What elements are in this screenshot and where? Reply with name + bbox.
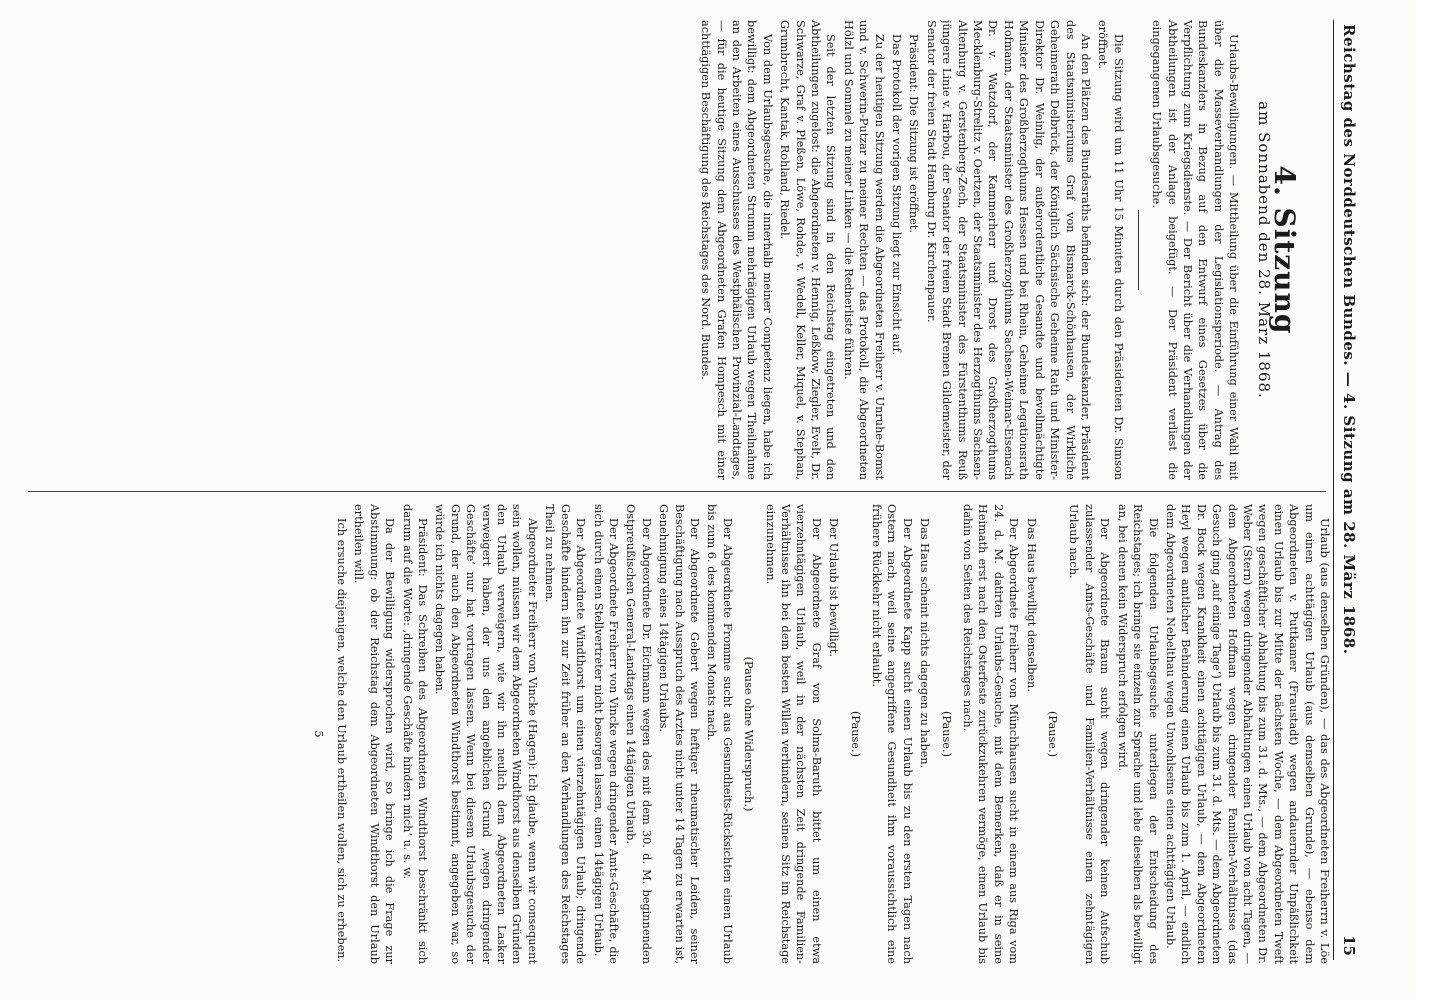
vincke-speech: Abgeordneter Freiherr von Vincke (Hagen): Ich glaube, wenn wir consequent sein wollen, müssen wir dem Abgeordneten Windthorst aus denselben Gründen den Urlaub verweigern, wie wir ihn neulich dem Abgeordneten Lasker verweigert haben, der uns den angeblichen Grund ‚wegen dringender Geschäfte‘ nur hat vortragen lassen. Wenn bei diesem Urlaubsgesuche der Grund, der auch den Abgeordneten Windthorst bestimmt, angegeben war, so würde ich nichts dagegen haben.: [433, 504, 539, 964]
page-number: 15: [1340, 935, 1358, 956]
protocol-paragraph: Das Protokoll der vorigen Sitzung liegt zur Einsicht auf.: [890, 34, 904, 356]
attendance-paragraph: An den Plätzen des Bundesraths befinden sich: der Bundeskanzler, Präsident des Staatsministeriums Graf von Bismarck-Schönhausen, der Wirkliche Geheimerath Delbrück, der Königlich Sächsische Geheime Rath und Minister-Direktor Dr. Weinlig, der außerordentliche Gesandte und bevollmächtigte Minister des Großherzogthums Hessen und bei Rhein, Geheime Legationsrath Hofmann, der Staatsminister des Großherzogthums Sachsen-Weimar-Eisenach Dr. v. Watzdorf, der Kammerherr und Drost des Großherzogthums Mecklenburg-Strelitz v. Oertzen, der Staatsminister des Herzogthums Sachsen-Altenburg v. Gerstenberg-Zech, der Staatsminister des Fürstenthums Reuß jüngere Linie v. Harbou, der Senator der freien Stadt Bremen Gildemeister, der Senator der freien Stadt Hamburg Dr. Kirchenpauer.: [924, 20, 1092, 480]
approval-note: Das Haus bewilligt denselben.: [1024, 518, 1038, 692]
session-title: 4. Sitzung: [1268, 165, 1301, 335]
session-date: am Sonnabend den 28. März 1868.: [1254, 101, 1273, 399]
separator-rule: [1138, 210, 1139, 290]
solms-request: Der Abgeordnete Graf von Solms-Baruth bittet um einen etwa vierzehntägigen Urlaub, weil in der nächsten Zeit dringende Familien-Verhältnisse ihn bei dem besten Willen verhindern, seinen Sitz im Reichstage einzunehmen.: [763, 504, 823, 964]
gebert-request: Der Abgeordnete Gebert wegen heftiger rheumatischer Leiden, seiner Beschäftigung nach Ausspruch des Arztes nicht unter 14 Tagen zu erwarten ist, Genehmigung eines 14tägigen Urlaubs.: [657, 504, 701, 964]
braun-request: Der Abgeordnete Braun sucht wegen dringender keinen Aufschub zulassender Amts-Geschäfte und Familien-Verhältnisse einen zehntägigen Urlaub nach.: [1067, 504, 1112, 964]
agenda-summary: Urlaubs-Bewilligungen. — Mittheilung über die Einführung einer Wahl mit über die Masseverhandlungen der Legislationsperiode. — Antrag des Bundeskanzlers in Bezug auf den Entwurf eines Gesetzes über die Verpflichtung zum Kriegsdienste. — Der Bericht über die Verhandlungen der Abtheilungen ist der Anlage beigefügt. — Der Präsident verliest die eingegangenen Urlaubsgesuche.: [1150, 20, 1241, 480]
leave-paragraph: Von dem Urlaubsgesuche, die innerhalb meiner Competenz liegen, habe ich bewilligt: dem Abgeordneten Strumm mehrtägigen Urlaub wegen Theilnahme an den Arbeiten eines Ausschusses des Westphälischen Provinzial-Landtages, — für die heutige Sitzung dem Abgeordneten Grafen Hompesch mit einer achttägigen Beschäftigung des Reichstages des Nord. Bundes.: [699, 20, 774, 480]
fromme-request: Der Abgeordnete Fromme sucht aus Gesundheits-Rücksichten einen Urlaub bis zum 6. des kommenden Monats nach.: [705, 504, 734, 964]
page-body: [18, 20, 1332, 964]
approval-note: Das Haus scheint nichts dagegen zu haben.: [918, 518, 932, 769]
pause-note: (Pause ohne Widerspruch.): [742, 656, 756, 812]
approval-note: Der Urlaub ist bewilligt.: [827, 518, 841, 658]
running-head-title: Reichstag des Norddeutschen Bundes. — 4. Sitzung am 28. März 1868.: [1340, 24, 1358, 655]
vincke-request: Der Abgeordnete Freiherr von Vincke wegen dringender Amts-Geschäfte, die sich durch einen Stellvertreter nicht besorgen lassen, einen 14tägigen Urlaub.: [591, 504, 620, 964]
pause-note: (Pause.): [848, 711, 862, 757]
pause-note: (Pause.): [1046, 711, 1060, 757]
page-content: [18, 20, 1362, 964]
signature-mark: 5: [311, 730, 325, 738]
president-reply: Präsident: Das Schreiben des Abgeordneten Windthorst beschränkt sich darum auf die Worte: ‚dringende Geschäfte hindern mich‘ u. s. w.: [400, 504, 430, 964]
muenchhausen-request: Der Abgeordnete Freiherr von Münchhausen sucht in einem aus Riga vom 24. d. M. datirten Urlaubs-Gesuche, mit dem Bemerken, daß er in seine Heimath erst nach den Osterfeste zurückzukehren vermöge, einen Urlaub bis dahin von Seiten des Reichstages nach.: [961, 504, 1021, 964]
decision-paragraph: Die folgenden Urlaubsgesuche unterliegen der Entscheidung des Reichstages; ich bringe sie einzeln zur Sprache und lehe dieselben als bewilligt an, bei denen kein Widerspruch erfolgen wird.: [1115, 504, 1160, 964]
eichmann-request: Der Abgeordnete Dr. Eichmann wegen des mit dem 30. d. M. beginnenden Ostpreußischen General-Landtags einen 14tägigen Urlaub.: [624, 504, 653, 964]
left-column: [18, 20, 1332, 480]
opening-paragraph: Die Sitzung wird um 11 Uhr 15 Minuten durch den Präsidenten Dr. Simson eröffnet.: [1096, 20, 1125, 480]
running-head: [1333, 20, 1362, 960]
secretaries-paragraph: Zu der heutigen Sitzung werden die Abgeordneten Freiherr v. Unruhe-Bomst und v. Schwerin-Putzar zu meiner Rechten — das Protokoll, die Abgeordneten Hölzl und Sommel zu meiner Linken — die Rednerliste führen.: [841, 20, 886, 480]
president-statement: Präsident: Die Sitzung ist eröffnet.: [907, 34, 921, 233]
column-divider: [28, 491, 1326, 492]
vote-call: Ich ersuche diejenigen, welche den Urlaub ertheilen wollen, sich zu erheben.: [335, 518, 349, 963]
windthorst-request: Der Abgeordnete Windthorst um einen vierzehntägigen Urlaub; dringende Geschäfte hindern ihn zur Zeit früher an den Verhandlungen des Reichstages Theil zu nehmen.: [543, 504, 588, 964]
vote-paragraph: Da der Bewilligung widersprochen wird, so bringe ich die Frage zur Abstimmung: ob der Reichstag dem Abgeordneten Windthorst den Urlaub ertheilen will.: [352, 504, 397, 964]
pause-note: (Pause.): [939, 711, 953, 757]
kapp-request: Der Abgeordnete Kapp sucht einen Urlaub bis zu den ersten Tagen nach Ostern nach, weil seine angegriffene Gesundheit ihm voraussichtlich eine frühere Rückkehr nicht erlaubt.: [870, 504, 914, 964]
new-members-paragraph: Seit der letzten Sitzung sind in den Reichstag eingetreten und den Abtheilungen zugelost: die Abgeordneten v. Hennig, Leßkow, Ziegler, Evelt, Dr. Schwarze, Graf v. Pleßen, Löwe, Rohde, v. Wedell, Keller, Miquel, v. Stephan, Grumbrecht, Kantak, Rohland, Riedel.: [778, 20, 838, 480]
right-column: [18, 504, 1332, 964]
leave-list-paragraph: Urlaub (aus denselben Gründen), — das des Abgeordneten Freiherrn v. Löe um einen achttägigen Urlaub (aus demselben Grunde), — ebenso dem Abgeordneten v. Puttkamer (Fraustadt) wegen andauernder Unpäßlichkeit einen Urlaub bis zur Mitte der nächsten Woche, — dem Abgeordneten Tweft wegen geschäftlicher Abhaltung bis zum 31. d. Mts., — dem Abgeordneten Dr. Weber (Stern) wegen dringender Abhaltungen einen Urlaub von acht Tagen, — dem Abgeordneten Hoffman wegen dringender Familien-Verhältnisse (das Gesuch ging ‚auf einige Tage‘) Urlaub bis zum 31. d. Mts. — dem Abgeordneten Dr. Bock wegen Krankheit einen achttägigen Urlaub, — dem Abgeordneten Heyl wegen amtlicher Behinderung einen Urlaub bis zum 1. April, — endlich dem Abgeordneten Nebelthau wegen Unwohlseins einen achttägigen Urlaub.: [1163, 504, 1331, 964]
